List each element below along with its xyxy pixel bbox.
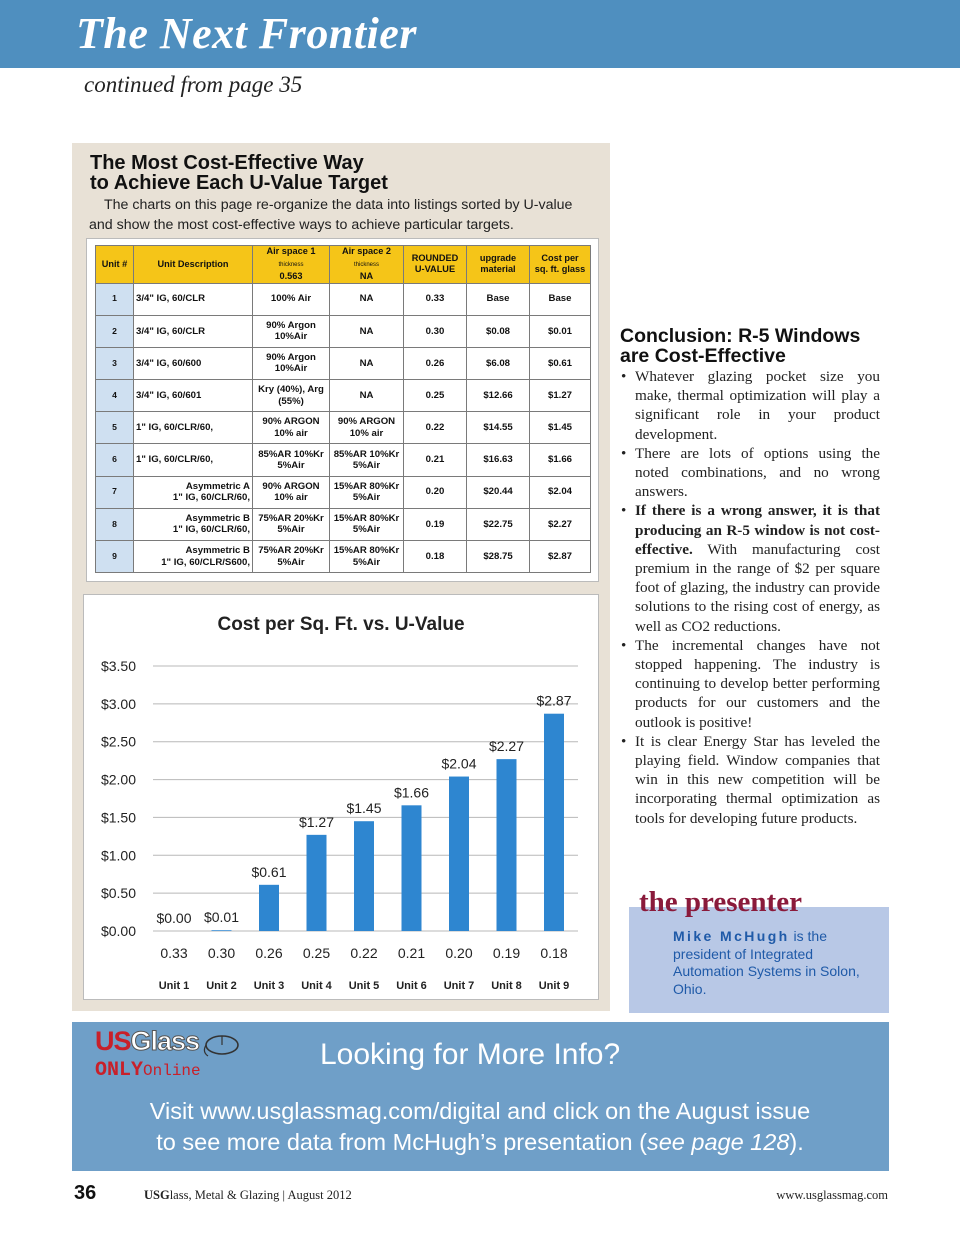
data-label: $0.01: [203, 909, 240, 926]
cell-text: 6: [112, 454, 117, 465]
unit-label: Unit 4: [301, 980, 332, 992]
header-cost: [530, 246, 591, 284]
info-body-line2-pre: to see more data from McHugh’s presentation (: [156, 1129, 647, 1155]
cell-text: 0.19: [425, 518, 445, 530]
table-cell: [253, 347, 330, 379]
x-tick-label: 0.26: [255, 945, 283, 961]
cell-text: 10% air: [349, 427, 384, 439]
cell-text: 3/4" IG, 60/600: [136, 357, 202, 369]
table-cell: [330, 476, 404, 508]
table-cell: [530, 444, 591, 476]
logo-only: ONLY: [95, 1059, 144, 1082]
x-tick-label: 0.21: [397, 945, 426, 961]
cell-text: 90% Argon: [266, 351, 316, 363]
y-tick-label: $3.00: [100, 695, 136, 712]
cell-text: 15%AR 80%Kr: [333, 512, 400, 524]
table-cell: [404, 315, 467, 347]
table-cell: [530, 508, 591, 540]
cell-text: $0.08: [485, 325, 510, 337]
cell-text: NA: [359, 357, 374, 369]
continued-note: continued from page 35: [84, 72, 303, 97]
info-body-line2-post: ).: [789, 1129, 804, 1155]
y-tick-label: $1.50: [100, 809, 136, 826]
table-cell: [134, 541, 253, 573]
table-cell: [134, 508, 253, 540]
cell-text: 85%AR 10%Kr: [333, 448, 400, 460]
header-upgrade-line2: material: [480, 264, 516, 275]
table-cell: [134, 380, 253, 412]
cell-text: $20.44: [483, 486, 513, 498]
table-row: [96, 508, 591, 540]
cell-text: 9: [112, 550, 117, 561]
x-tick-label: 0.30: [207, 945, 236, 961]
header-u-value: [404, 246, 467, 284]
table-cell: [530, 283, 591, 315]
cell-text: 100% Air: [270, 293, 312, 305]
cell-text: 1" IG, 60/CLR/60,: [136, 422, 214, 434]
cell-text: 5%Air: [352, 524, 381, 536]
data-label: $1.27: [298, 813, 335, 830]
header-air1-value: 0.563: [279, 271, 303, 281]
y-tick-label: $2.00: [100, 771, 136, 788]
cell-text: 1" IG, 60/CLR/S600,: [161, 556, 250, 568]
cell-text: $0.01: [547, 325, 572, 337]
cell-text: 15%AR 80%Kr: [333, 480, 400, 492]
conclusion-bullet: • The incremental changes have not stopped happening. The industry is continuing to develop better performing products for our customers and the outlook is positive!: [620, 636, 880, 732]
bar: [449, 777, 469, 931]
cell-text: $12.66: [483, 389, 513, 401]
header-upgrade: [467, 246, 530, 284]
table-cell: [530, 541, 591, 573]
table-cell: [134, 315, 253, 347]
cell-text: 1" IG, 60/CLR/60,: [172, 524, 250, 536]
cell-text: 85%AR 10%Kr: [258, 448, 324, 460]
x-tick-label: 0.19: [492, 945, 521, 961]
footer-publication: [144, 1188, 352, 1203]
info-body: [100, 1096, 860, 1158]
table-cell: [96, 315, 134, 347]
data-label: $2.87: [536, 692, 572, 709]
info-body-line1: Visit www.usglassmag.com/digital and click on the August issue: [149, 1098, 811, 1124]
cell-text: 0.30: [425, 325, 445, 337]
table-cell: [530, 315, 591, 347]
unit-label: Unit 8: [491, 980, 522, 992]
cell-text: $2.04: [547, 486, 572, 498]
table-cell: [467, 283, 530, 315]
panel-intro-line1: The charts on this page re-organize the data into listings sorted by U-value: [104, 197, 573, 213]
table-cell: [467, 315, 530, 347]
header-air2-value: NA: [359, 271, 374, 281]
cell-text: 1" IG, 60/CLR/60,: [172, 492, 250, 504]
logo-glass: Glass: [130, 1026, 200, 1056]
footer-date: August 2012: [287, 1188, 352, 1202]
cell-text: $0.61: [547, 357, 572, 369]
table-cell: [404, 347, 467, 379]
footer-pub-bold: USG: [144, 1188, 170, 1202]
table-cell: [404, 412, 467, 444]
cell-text: NA: [359, 325, 374, 337]
cell-text: 75%AR 20%Kr: [258, 545, 324, 557]
table-cell: [330, 283, 404, 315]
bar: [307, 835, 327, 931]
y-tick-label: $1.00: [100, 847, 136, 864]
cell-text: 3/4" IG, 60/CLR: [136, 293, 206, 305]
table-cell: [330, 347, 404, 379]
table-cell: [253, 283, 330, 315]
mouse-icon: [202, 1032, 242, 1058]
cell-text: 1" IG, 60/CLR/60,: [136, 454, 214, 466]
panel-title: [90, 153, 388, 193]
cell-text: $1.45: [547, 422, 572, 434]
cell-text: 0.21: [425, 454, 445, 466]
table-cell: [404, 380, 467, 412]
cell-text: $2.87: [547, 550, 572, 562]
bar: [497, 759, 517, 931]
cell-text: 5%Air: [277, 460, 305, 472]
y-tick-label: $0.50: [100, 885, 136, 902]
y-tick-label: $3.50: [100, 658, 136, 674]
cell-text: 75%AR 20%Kr: [258, 512, 324, 524]
x-tick-label: 0.25: [302, 945, 331, 961]
data-label: $1.66: [393, 784, 430, 801]
table-cell: [467, 347, 530, 379]
header-air1-label: Air space 1: [266, 246, 316, 256]
cell-text: 0.26: [425, 357, 445, 369]
table-cell: [134, 412, 253, 444]
panel-intro: [89, 195, 599, 235]
unit-label: Unit 3: [253, 980, 285, 992]
cell-text: 3: [112, 357, 117, 368]
table-row: [96, 444, 591, 476]
cell-text: Asymmetric B: [185, 512, 250, 524]
conclusion-bullet: [620, 501, 880, 635]
cell-text: 5%Air: [352, 556, 381, 568]
table-row: [96, 315, 591, 347]
cell-text: 10% air: [274, 492, 308, 504]
header-uvalue: U-VALUE: [414, 264, 456, 275]
cell-text: Base: [486, 293, 510, 305]
logo-online: Online: [143, 1062, 201, 1080]
cell-text: Asymmetric B: [185, 545, 250, 557]
table-cell: [96, 541, 134, 573]
table-cell: [253, 508, 330, 540]
unit-label: Unit 7: [443, 980, 475, 992]
unit-label: Unit 9: [538, 980, 570, 992]
table-cell: [253, 476, 330, 508]
footer-url[interactable]: www.usglassmag.com: [776, 1188, 888, 1202]
presenter-bio: [673, 928, 873, 998]
table-cell: [96, 380, 134, 412]
table-cell: [134, 283, 253, 315]
info-body-line2-italic: see page 128: [646, 1129, 790, 1155]
table-cell: [96, 283, 134, 315]
cell-text: $1.66: [547, 454, 572, 466]
cell-text: 5%Air: [352, 460, 381, 472]
table-cell: [96, 412, 134, 444]
cell-text: 3/4" IG, 60/CLR: [136, 325, 206, 337]
cell-text: 90% ARGON: [262, 480, 320, 492]
cell-text: $6.08: [485, 357, 510, 369]
cell-text: NA: [359, 293, 374, 305]
bar: [402, 805, 422, 931]
footer-pub-rest: lass, Metal & Glazing: [169, 1188, 280, 1202]
page-title: The Next Frontier: [76, 9, 417, 58]
cell-text: $2.27: [547, 518, 572, 530]
table-row: [96, 347, 591, 379]
header-upgrade-line1: upgrade: [479, 252, 517, 263]
table-cell: [530, 412, 591, 444]
logo-bottom: [95, 1058, 201, 1082]
table-cell: [253, 541, 330, 573]
table-cell: [330, 315, 404, 347]
table-cell: [530, 476, 591, 508]
info-title: Looking for More Info?: [320, 1038, 621, 1071]
table-cell: [404, 476, 467, 508]
header-cost-line2: sq. ft. glass: [534, 264, 586, 275]
cell-text: $1.27: [547, 389, 572, 401]
cell-text: $28.75: [483, 550, 513, 562]
table-cell: [96, 444, 134, 476]
conclusion-bullet-bold: If there is a wrong answer, it is that producing an R-5 window is not cost-effective.: [635, 502, 880, 558]
cell-text: 0.22: [425, 422, 445, 434]
cell-text: 90% Argon: [266, 319, 316, 331]
cost-chart: [83, 594, 599, 1000]
header-air2: [330, 246, 404, 284]
table-cell: [330, 380, 404, 412]
x-tick-label: 0.18: [540, 945, 568, 961]
header-unit: Unit #: [96, 246, 134, 284]
conclusion-title: [620, 327, 860, 366]
table-cell: [330, 444, 404, 476]
table-row: [96, 380, 591, 412]
table-row: [96, 412, 591, 444]
presenter-title: the presenter: [639, 886, 802, 918]
y-tick-label: $2.50: [100, 733, 136, 750]
cell-text: 3/4" IG, 60/601: [136, 389, 202, 401]
cell-text: (55%): [278, 395, 304, 407]
table-cell: [467, 444, 530, 476]
unit-table: [95, 245, 591, 573]
x-tick-label: 0.20: [445, 945, 473, 961]
table-cell: [96, 508, 134, 540]
table-cell: [330, 508, 404, 540]
bar: [259, 885, 279, 931]
conclusion-bullet: • It is clear Energy Star has leveled the playing field. Window companies that win in this new competition will be incorporating thermal optimization as tools for developing future products.: [620, 732, 880, 828]
data-label: $2.04: [441, 755, 477, 772]
cell-text: 0.20: [425, 486, 445, 498]
table-cell: [330, 412, 404, 444]
cell-text: $16.63: [483, 454, 513, 466]
cell-text: 10% air: [274, 427, 308, 439]
x-tick-label: 0.22: [350, 945, 378, 961]
cell-text: NA: [359, 389, 374, 401]
table-cell: [530, 347, 591, 379]
table-cell: [253, 380, 330, 412]
presenter-bio-text: is the president of Integrated Automation Systems in Solon, Ohio.: [673, 928, 860, 997]
cell-text: 15%AR 80%Kr: [333, 545, 400, 557]
cell-text: 10%Air: [274, 363, 308, 375]
cell-text: 0.33: [425, 293, 445, 305]
panel-intro-line2: and show the most cost-effective ways to achieve particular targets.: [89, 217, 514, 233]
logo-top: [95, 1026, 199, 1057]
conclusion-title-line1: Conclusion: R-5 Windows: [620, 325, 861, 347]
table-cell: [467, 412, 530, 444]
header-rounded: ROUNDED: [411, 252, 459, 263]
logo-us: US: [95, 1026, 131, 1056]
conclusion-title-line2: are Cost-Effective: [620, 344, 786, 367]
cell-text: 5%Air: [277, 524, 305, 536]
table-cell: [253, 444, 330, 476]
header-air2-label: Air space 2: [341, 246, 392, 256]
data-label: $1.45: [346, 800, 382, 817]
cell-text: 0.18: [425, 550, 445, 562]
table-cell: [404, 283, 467, 315]
conclusion-list: [620, 367, 880, 828]
table-cell: [404, 508, 467, 540]
cell-text: 5%Air: [277, 556, 305, 568]
conclusion-bullet: • There are lots of options using the noted combinations, and no wrong answers.: [620, 444, 880, 502]
usglass-online-logo: [94, 1026, 246, 1084]
conclusion-bullet: • Whatever glazing pocket size you make, thermal optimization will play a significant role in your product development.: [620, 367, 880, 444]
footer-separator: |: [282, 1188, 286, 1202]
cell-text: 0.25: [425, 389, 445, 401]
data-label: $0.61: [251, 863, 287, 880]
table-row: [96, 283, 591, 315]
unit-label: Unit 5: [348, 980, 380, 992]
table-cell: [253, 412, 330, 444]
table-cell: [467, 476, 530, 508]
cell-text: 10%Air: [274, 331, 308, 343]
table-header-row: [96, 246, 591, 284]
cell-text: 5: [112, 422, 117, 433]
header-banner: [0, 0, 960, 68]
table-cell: [253, 315, 330, 347]
cell-text: 8: [112, 518, 117, 529]
data-label: $2.27: [488, 738, 525, 755]
cell-text: $14.55: [483, 422, 513, 434]
data-label: $0.00: [156, 910, 192, 926]
table-cell: [467, 541, 530, 573]
cell-text: 2: [112, 325, 117, 336]
panel-title-line2: to Achieve Each U-Value Target: [90, 172, 388, 194]
x-tick-label: 0.33: [160, 945, 188, 961]
cell-text: 7: [112, 486, 117, 497]
table-cell: [467, 508, 530, 540]
header-air1-small: thickness: [278, 261, 304, 268]
unit-label: Unit 1: [158, 980, 190, 992]
table-cell: [404, 444, 467, 476]
info-body-line2: [100, 1127, 860, 1158]
table-row: [96, 476, 591, 508]
presenter-name: Mike McHugh: [673, 928, 790, 944]
unit-label: Unit 6: [396, 980, 427, 992]
cell-text: Base: [548, 293, 572, 305]
cell-text: 90% ARGON: [337, 416, 396, 428]
header-desc: Unit Description: [134, 246, 253, 284]
bar: [544, 714, 564, 931]
cell-text: $22.75: [483, 518, 513, 530]
bar: [212, 930, 232, 931]
cell-text: 1: [112, 293, 117, 304]
header-cost-line1: Cost per: [541, 252, 579, 263]
table-cell: [530, 380, 591, 412]
table-cell: [134, 476, 253, 508]
cell-text: 4: [112, 389, 117, 400]
table-cell: [330, 541, 404, 573]
cell-text: Asymmetric A: [185, 480, 250, 492]
cell-text: Kry (40%), Arg: [258, 384, 324, 396]
table-cell: [134, 444, 253, 476]
page-number: 36: [74, 1182, 97, 1204]
bar: [354, 821, 374, 931]
conclusion-bullet-rest: With manufacturing cost premium in the range of $2 per square foot of glazing, the industry can provide solutions to the rising cost of energy, as well as CO2 reductions.: [635, 540, 880, 635]
panel-title-line1: The Most Cost-Effective Way: [90, 152, 364, 174]
table-cell: [134, 347, 253, 379]
table-cell: [96, 347, 134, 379]
header-air2-small: thickness: [353, 261, 379, 268]
chart-title: Cost per Sq. Ft. vs. U-Value: [217, 614, 465, 635]
y-tick-label: $0.00: [100, 923, 136, 939]
table-cell: [467, 380, 530, 412]
cell-text: 90% ARGON: [262, 416, 320, 428]
header-air1: [253, 246, 330, 284]
unit-label: Unit 2: [206, 980, 237, 992]
table-row: [96, 541, 591, 573]
table-cell: [404, 541, 467, 573]
cell-text: 5%Air: [352, 492, 381, 504]
table-cell: [96, 476, 134, 508]
